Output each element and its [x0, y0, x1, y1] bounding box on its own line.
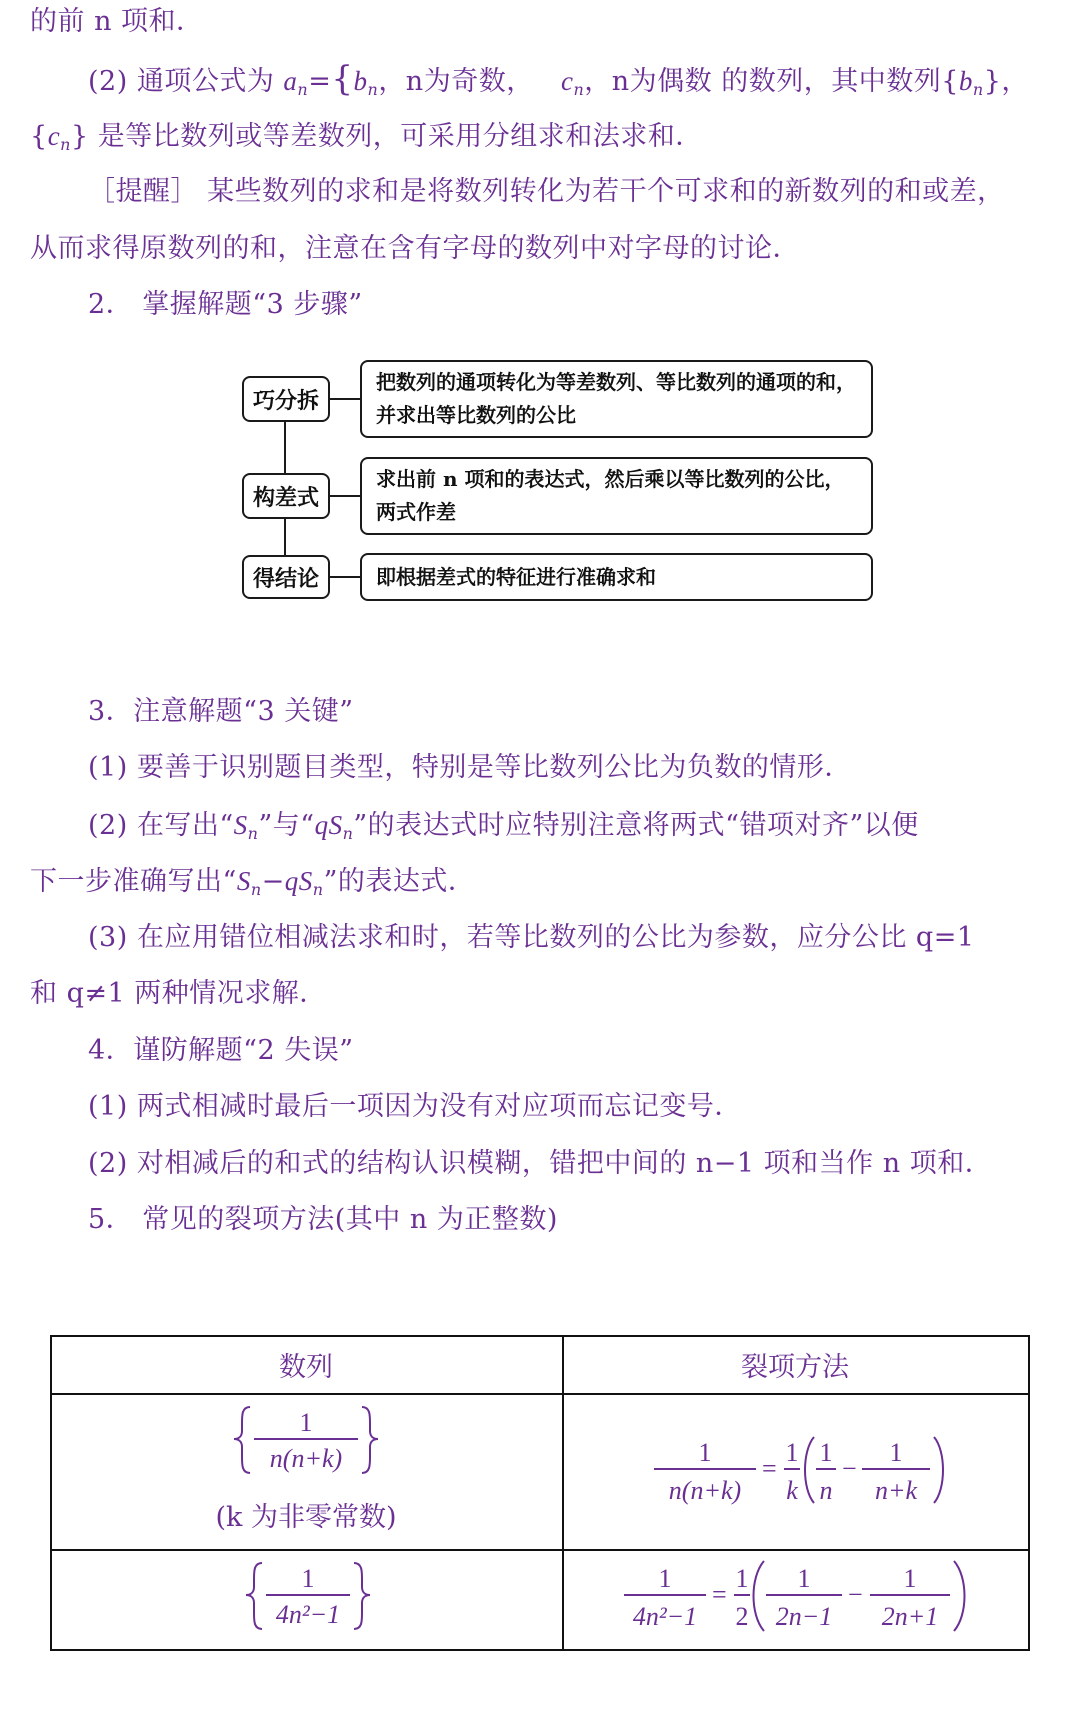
- diagram-connector-3: [328, 576, 362, 578]
- row2-t1-numerator: 1: [797, 1564, 811, 1593]
- row1-split-formula: [650, 1431, 970, 1521]
- row2-lhs-numerator: 1: [658, 1564, 672, 1593]
- step-desc-2: 求出前 n 项和的表达式，然后乘以等比数列的公比，两式作差: [360, 457, 873, 535]
- row1-note: (k 为非零常数): [215, 1502, 397, 1533]
- row2-seq-numerator: 1: [301, 1564, 315, 1593]
- l9-a: (2) 在写出“: [88, 810, 234, 841]
- row1-coef-numerator: 1: [785, 1438, 799, 1467]
- l9-c: ”的表达式时应特别注意将两式“错项对齐”以便: [353, 810, 919, 841]
- text-line-12: 和 q≠1 两种情况求解．: [30, 978, 327, 1009]
- row2-sequence-formula: [242, 1557, 382, 1643]
- l9-b: ”与“: [258, 810, 315, 841]
- row1-lhs-denominator: n(n+k): [668, 1476, 742, 1505]
- text-line-3: $\{c_n\}$ 是等比数列或等差数列，可采用分组求和法求和．: [30, 121, 703, 154]
- text-line-4: ［提醒］ 某些数列的求和是将数列转化为若干个可求和的新数列的和或差，: [88, 176, 1005, 207]
- text-line-9: (2) 在写出“$S_n$”与“$qS_n$”的表达式时应特别注意将两式“错项对齐”以便: [88, 810, 919, 843]
- row2-lhs-denominator: 4n²−1: [632, 1602, 698, 1631]
- table-border-header: [50, 1393, 1030, 1395]
- row2-split-formula: [620, 1557, 1020, 1643]
- l2-b2: b: [958, 66, 973, 96]
- text-line-15: (2) 对相减后的和式的结构认识模糊，错把中间的 n−1 项和当作 n 项和．: [88, 1148, 993, 1179]
- table-border-row: [50, 1549, 1030, 1551]
- text-line-14: (1) 两式相减时最后一项因为没有对应项而忘记变号．: [88, 1091, 742, 1122]
- step-desc-1: 把数列的通项转化为等差数列、等比数列的通项的和，并求出等比数列的公比: [360, 360, 873, 438]
- text-line-10: 下一步准确写出“$S_n-qS_n$”的表达式．: [30, 866, 476, 899]
- row2-seq-denominator: 4n²−1: [275, 1600, 341, 1629]
- text-line-8: (1) 要善于识别题目类型，特别是等比数列公比为负数的情形．: [88, 752, 852, 783]
- l10-a: 下一步准确写出“: [30, 866, 237, 897]
- svg-text:=: =: [712, 1580, 727, 1609]
- l2-end: }，: [983, 66, 1029, 97]
- row1-lhs-numerator: 1: [698, 1438, 712, 1467]
- diagram-connector-1: [328, 398, 362, 400]
- l2-eq: =: [308, 66, 332, 97]
- diagram-connector-2: [328, 495, 362, 497]
- l2-b: b: [353, 66, 368, 96]
- row1-coef-denominator: k: [786, 1476, 798, 1505]
- l3-text: } 是等比数列或等差数列，可采用分组求和法求和．: [70, 121, 703, 152]
- l2-c: c: [560, 66, 574, 96]
- text-line-7: 3．注意解题“3 关键”: [88, 696, 354, 727]
- l2-odd: ，n为奇数，: [378, 66, 534, 97]
- row2-t2-numerator: 1: [903, 1564, 917, 1593]
- row2-t1-denominator: 2n−1: [775, 1602, 833, 1631]
- row1-t1-denominator: n: [819, 1476, 833, 1505]
- l10-b: ”的表达式．: [323, 866, 476, 897]
- split-method-table: [50, 1335, 1030, 1651]
- l2-a: a: [283, 66, 298, 96]
- svg-text:=: =: [762, 1454, 777, 1483]
- row1-t1-numerator: 1: [819, 1438, 833, 1467]
- table-border-right: [1028, 1335, 1030, 1651]
- step-label-2: 构差式: [242, 473, 330, 519]
- text-line-6: 2． 掌握解题“3 步骤”: [88, 289, 363, 320]
- row1-t2-numerator: 1: [889, 1438, 903, 1467]
- svg-text:−: −: [842, 1454, 857, 1483]
- row1-seq-denominator: n(n+k): [269, 1444, 343, 1473]
- text-line-13: 4．谨防解题“2 失误”: [88, 1035, 354, 1066]
- step-desc-3: 即根据差式的特征进行准确求和: [360, 553, 873, 601]
- row2-coef-denominator: 2: [735, 1602, 749, 1631]
- step-label-3: 得结论: [242, 555, 330, 599]
- table-header-method: 裂项方法: [741, 1352, 849, 1383]
- row1-t2-denominator: n+k: [874, 1476, 918, 1505]
- l2-suffix: 的数列，其中数列{: [712, 66, 959, 97]
- row1-seq-numerator: 1: [299, 1408, 313, 1437]
- text-line-16: 5． 常见的裂项方法(其中 n 为正整数): [88, 1204, 558, 1235]
- text-line-2: (2) 通项公式为 $a_n=\{b_n$，n为奇数， $c_n$，n为偶数 的数列，其中数列$\{b_n\}$，: [88, 59, 1029, 99]
- table-header-sequence: 数列: [279, 1352, 333, 1383]
- l3-c: c: [47, 121, 61, 151]
- l2-prefix: (2) 通项公式为: [88, 66, 284, 97]
- text-line-11: (3) 在应用错位相减法求和时，若等比数列的公比为参数，应分公比 q=1: [88, 922, 975, 953]
- row2-coef-numerator: 1: [735, 1564, 749, 1593]
- text-line-1: 的前 n 项和．: [30, 6, 204, 37]
- row2-t2-denominator: 2n+1: [881, 1602, 939, 1631]
- table-border-bottom: [50, 1649, 1030, 1651]
- table-border-top: [50, 1335, 1030, 1337]
- text-line-5: 从而求得原数列的和，注意在含有字母的数列中对字母的讨论．: [30, 233, 800, 264]
- step-label-1: 巧分拆: [242, 376, 330, 422]
- l2-even: ，n为偶数: [584, 66, 713, 97]
- svg-text:−: −: [848, 1580, 863, 1609]
